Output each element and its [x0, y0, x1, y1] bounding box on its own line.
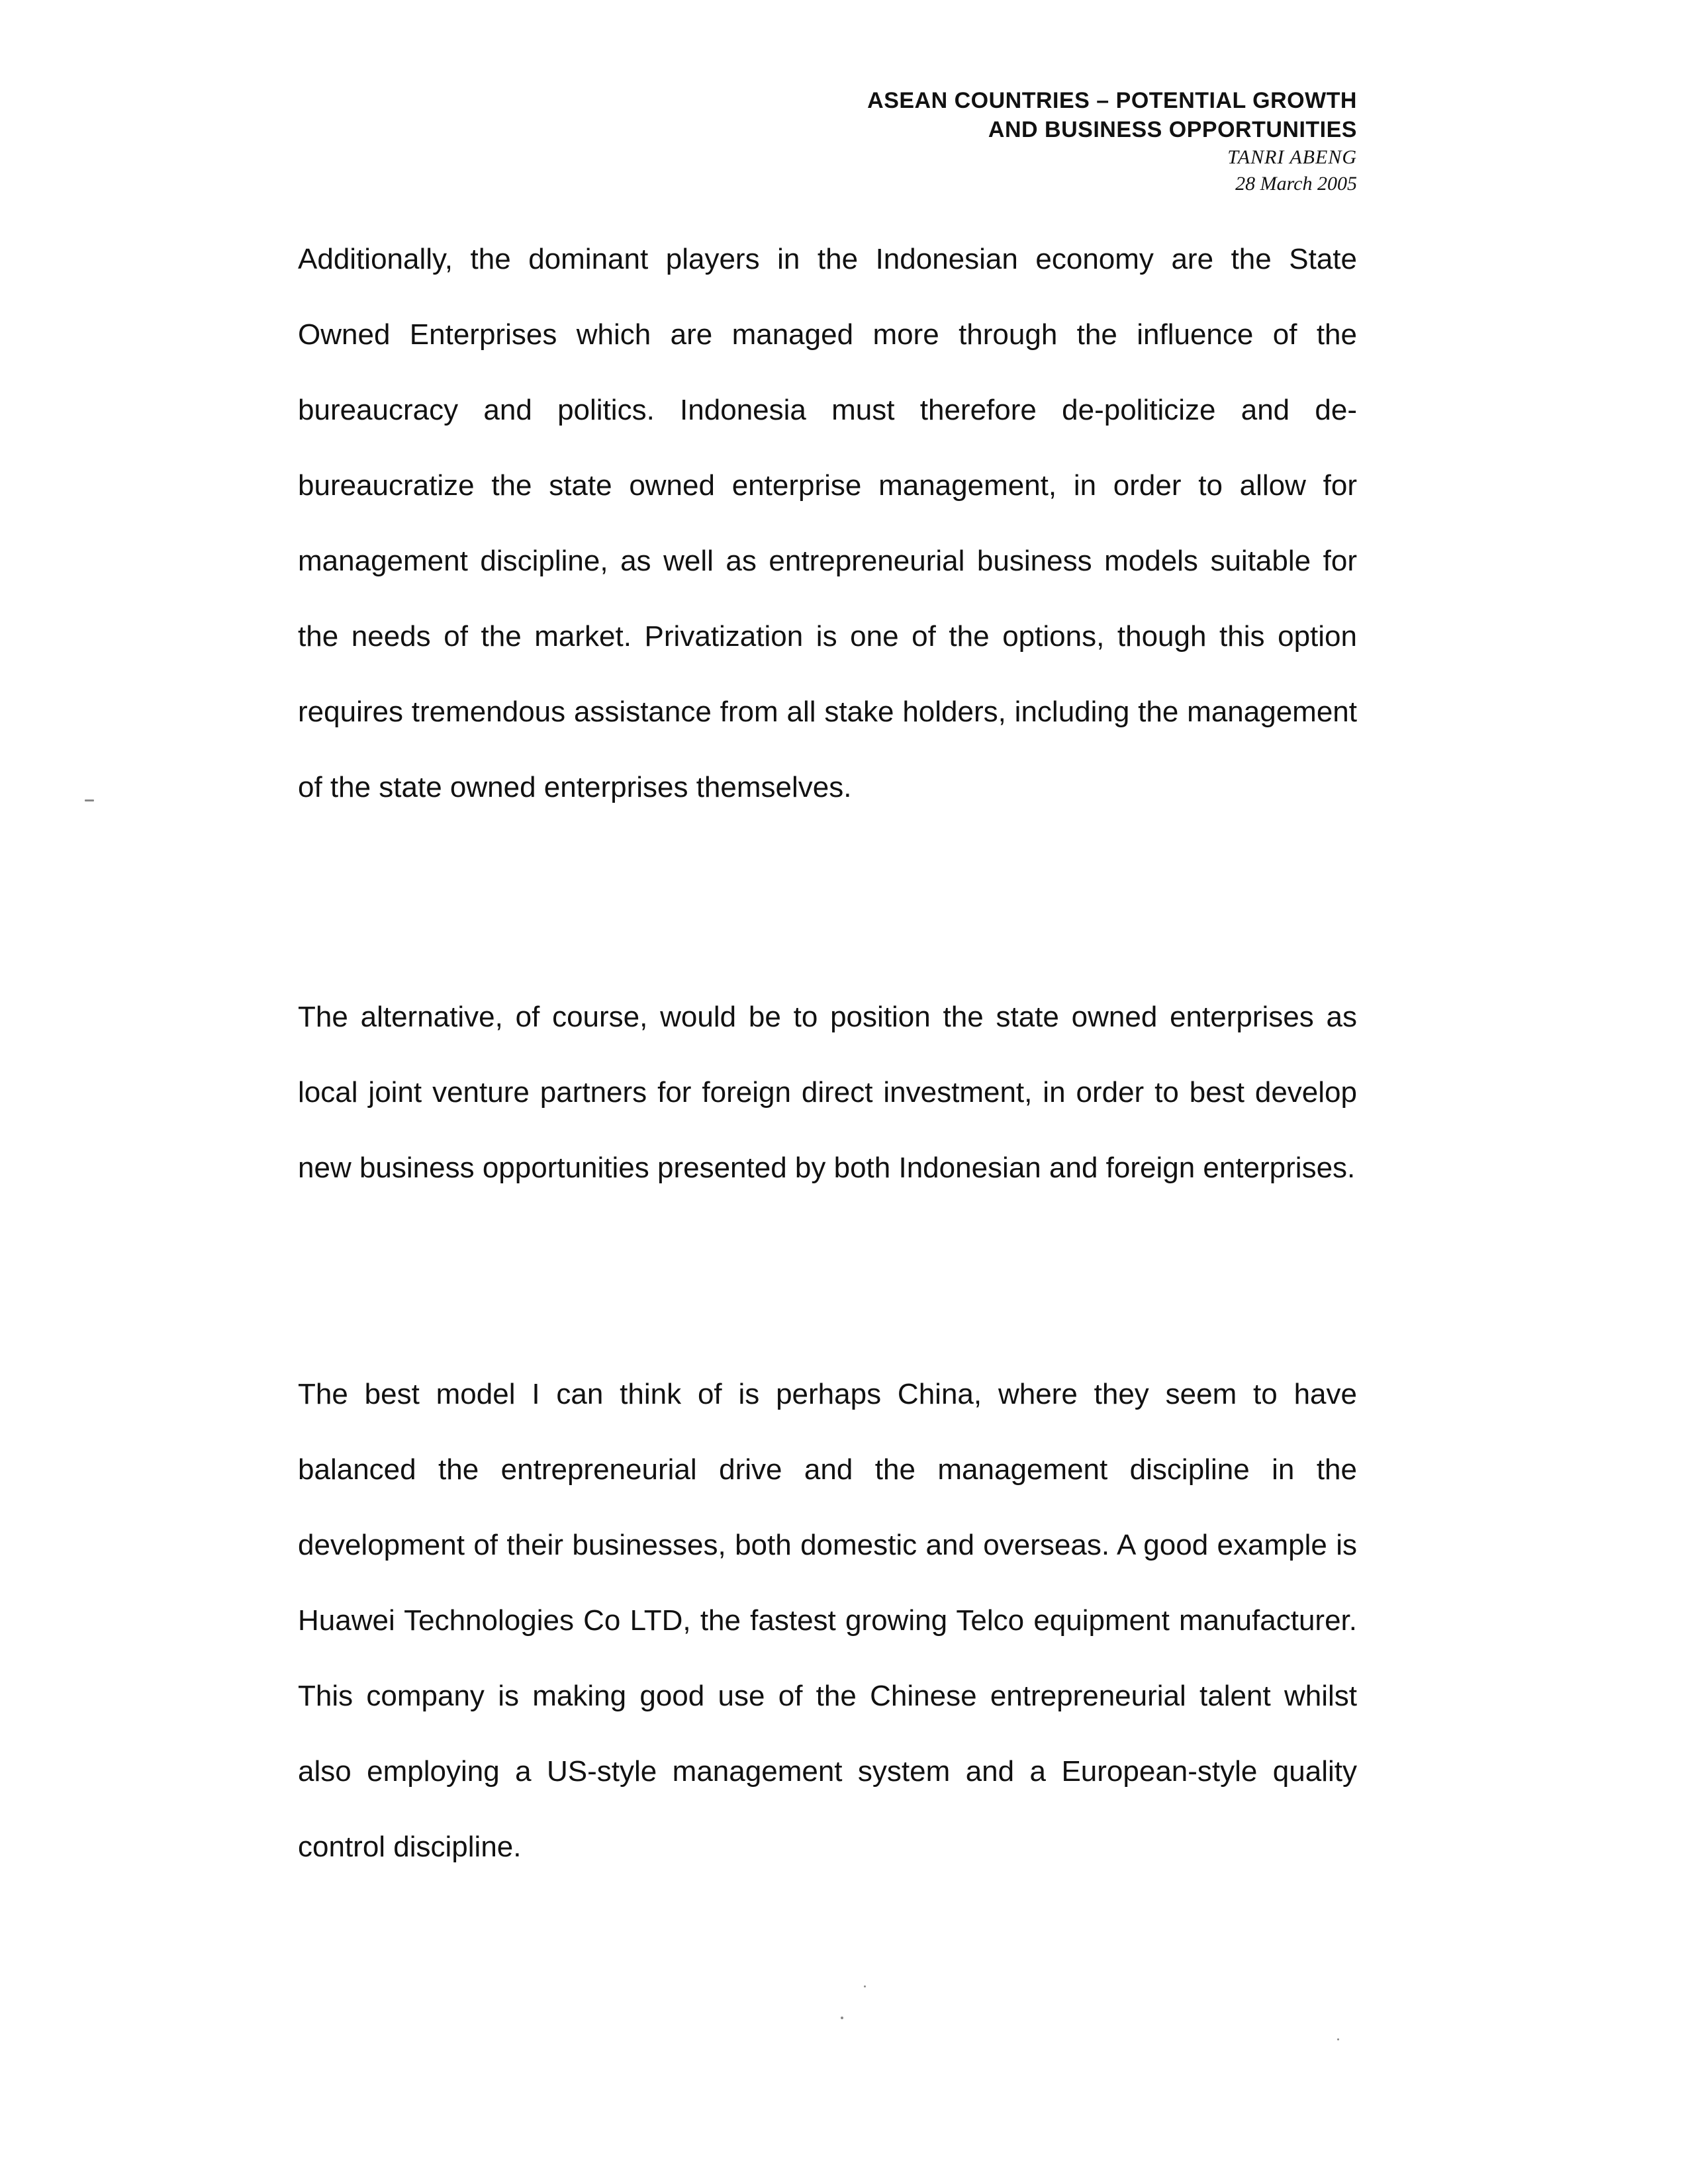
scan-speck [1337, 2038, 1339, 2040]
header-title-line-2: AND BUSINESS OPPORTUNITIES [988, 117, 1357, 142]
header-author: TANRI ABENG [1227, 146, 1357, 168]
scan-speck [841, 2017, 843, 2019]
scan-speck [85, 799, 94, 801]
body-paragraph-3: The best model I can think of is perhaps China, where they seem to have balanced the entrepreneurial drive and the management discipline in the development of their businesses, both domestic and overseas. A good example is Huawei Technologies Co LTD, the fastest growing Telco equipment manufacturer. This company is making good use of the Chinese entrepreneurial talent whilst also employing a US-style management system and a European-style quality control discipline. [298, 1378, 1357, 1863]
body-paragraph-2: The alternative, of course, would be to position the state owned enterprises as local joint venture partners for foreign direct investment, in order to best develop new business opportunities presented by both Indonesian and foreign enterprises. [298, 1001, 1357, 1184]
header-title-line-1: ASEAN COUNTRIES – POTENTIAL GROWTH [867, 88, 1357, 113]
body-paragraph-1: Additionally, the dominant players in the Indonesian economy are the State Owned Enterprises which are managed more through the influence of the bureaucracy and politics. Indonesia must therefore de-politicize and de-bureaucratize the state owned enterprise management, in order to allow for management discipline, as well as entrepreneurial business models suitable for the needs of the market. Privatization is one of the options, though this option requires tremendous assistance from all stake holders, including the management of the state owned enterprises themselves. [298, 243, 1357, 803]
scan-speck [864, 1985, 866, 1987]
page-header [867, 86, 1357, 197]
header-date: 28 March 2005 [1235, 173, 1357, 195]
